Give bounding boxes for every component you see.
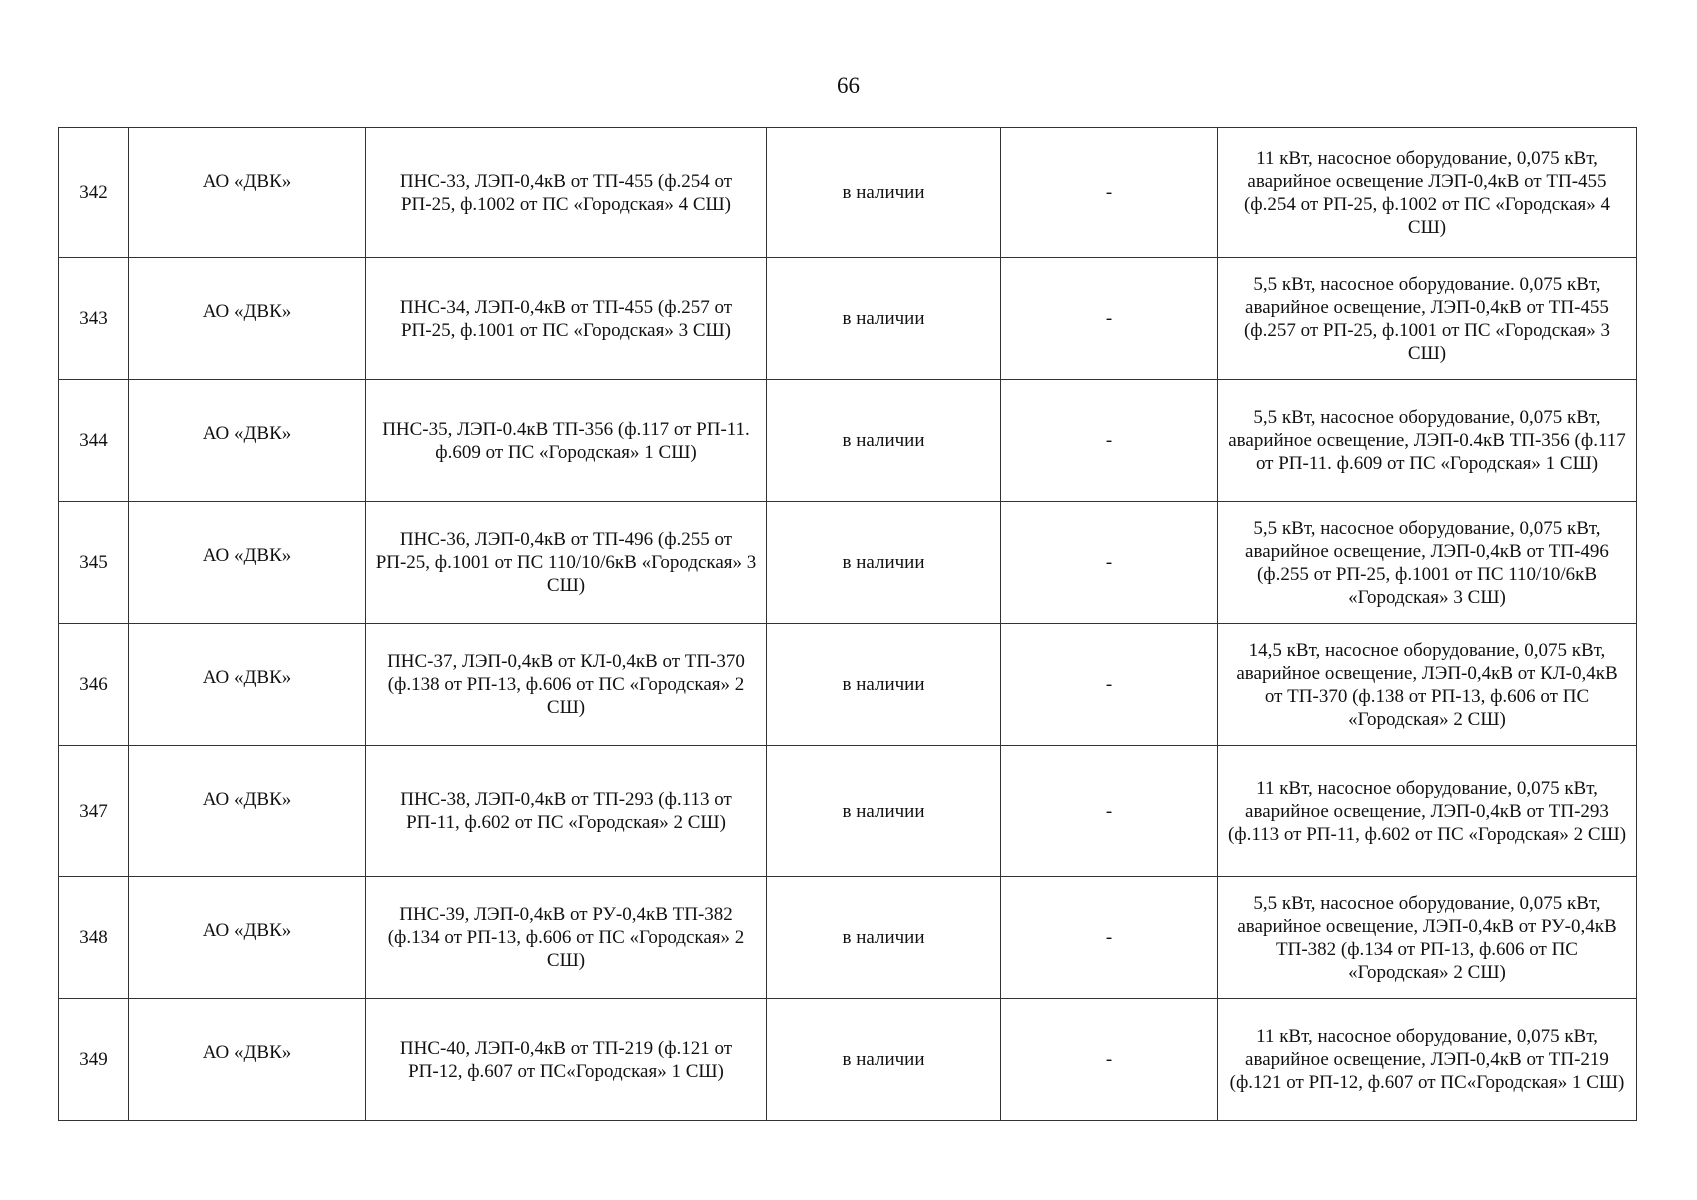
object-cell: ПНС-37, ЛЭП-0,4кВ от КЛ-0,4кВ от ТП-370 (ф.138 от РП-13, ф.606 от ПС «Городская» 2 СШ) — [366, 624, 767, 746]
table-row — [59, 380, 1637, 502]
dash-cell: - — [1001, 128, 1218, 258]
dash-cell: - — [1001, 502, 1218, 624]
organization-cell: АО «ДВК» — [129, 502, 366, 624]
availability-cell: в наличии — [767, 502, 1001, 624]
page-number: 66 — [837, 73, 860, 98]
availability-cell: в наличии — [767, 380, 1001, 502]
organization-cell: АО «ДВК» — [129, 380, 366, 502]
object-cell: ПНС-34, ЛЭП-0,4кВ от ТП-455 (ф.257 от РП-25, ф.1001 от ПС «Городская» 3 СШ) — [366, 258, 767, 380]
organization-cell: АО «ДВК» — [129, 128, 366, 258]
availability-cell: в наличии — [767, 624, 1001, 746]
description-cell: 5,5 кВт, насосное оборудование, 0,075 кВт, аварийное освещение, ЛЭП-0.4кВ ТП-356 (ф.117 от РП-11. ф.609 от ПС «Городская» 1 СШ) — [1218, 380, 1637, 502]
object-cell: ПНС-33, ЛЭП-0,4кВ от ТП-455 (ф.254 от РП-25, ф.1002 от ПС «Городская» 4 СШ) — [366, 128, 767, 258]
row-number: 342 — [59, 128, 129, 258]
object-cell: ПНС-38, ЛЭП-0,4кВ от ТП-293 (ф.113 от РП-11, ф.602 от ПС «Городская» 2 СШ) — [366, 746, 767, 877]
row-number: 345 — [59, 502, 129, 624]
table-row — [59, 128, 1637, 258]
description-cell: 5,5 кВт, насосное оборудование. 0,075 кВт, аварийное освещение, ЛЭП-0,4кВ от ТП-455 (ф.257 от РП-25, ф.1001 от ПС «Городская» 3 СШ) — [1218, 258, 1637, 380]
availability-cell: в наличии — [767, 128, 1001, 258]
row-number: 347 — [59, 746, 129, 877]
table-row — [59, 746, 1637, 877]
availability-cell: в наличии — [767, 258, 1001, 380]
table-row — [59, 258, 1637, 380]
description-cell: 5,5 кВт, насосное оборудование, 0,075 кВт, аварийное освещение, ЛЭП-0,4кВ от РУ-0,4кВ ТП-382 (ф.134 от РП-13, ф.606 от ПС «Городская» 2 СШ) — [1218, 877, 1637, 999]
row-number: 344 — [59, 380, 129, 502]
organization-cell: АО «ДВК» — [129, 624, 366, 746]
object-cell: ПНС-40, ЛЭП-0,4кВ от ТП-219 (ф.121 от РП-12, ф.607 от ПС«Городская» 1 СШ) — [366, 999, 767, 1121]
row-number: 349 — [59, 999, 129, 1121]
dash-cell: - — [1001, 258, 1218, 380]
organization-cell: АО «ДВК» — [129, 999, 366, 1121]
object-cell: ПНС-39, ЛЭП-0,4кВ от РУ-0,4кВ ТП-382 (ф.134 от РП-13, ф.606 от ПС «Городская» 2 СШ) — [366, 877, 767, 999]
table-row — [59, 624, 1637, 746]
description-cell: 11 кВт, насосное оборудование, 0,075 кВт, аварийное освещение ЛЭП-0,4кВ от ТП-455 (ф.254 от РП-25, ф.1002 от ПС «Городская» 4 СШ) — [1218, 128, 1637, 258]
description-cell: 11 кВт, насосное оборудование, 0,075 кВт, аварийное освещение, ЛЭП-0,4кВ от ТП-293 (ф.113 от РП-11, ф.602 от ПС «Городская» 2 СШ) — [1218, 746, 1637, 877]
row-number: 348 — [59, 877, 129, 999]
dash-cell: - — [1001, 746, 1218, 877]
dash-cell: - — [1001, 877, 1218, 999]
dash-cell: - — [1001, 624, 1218, 746]
row-number: 346 — [59, 624, 129, 746]
description-cell: 11 кВт, насосное оборудование, 0,075 кВт, аварийное освещение, ЛЭП-0,4кВ от ТП-219 (ф.121 от РП-12, ф.607 от ПС«Городская» 1 СШ) — [1218, 999, 1637, 1121]
table-row — [59, 999, 1637, 1121]
description-cell: 5,5 кВт, насосное оборудование, 0,075 кВт, аварийное освещение, ЛЭП-0,4кВ от ТП-496 (ф.255 от РП-25, ф.1001 от ПС 110/10/6кВ «Городская» 3 СШ) — [1218, 502, 1637, 624]
row-number: 343 — [59, 258, 129, 380]
object-cell: ПНС-36, ЛЭП-0,4кВ от ТП-496 (ф.255 от РП-25, ф.1001 от ПС 110/10/6кВ «Городская» 3 СШ) — [366, 502, 767, 624]
object-cell: ПНС-35, ЛЭП-0.4кВ ТП-356 (ф.117 от РП-11. ф.609 от ПС «Городская» 1 СШ) — [366, 380, 767, 502]
organization-cell: АО «ДВК» — [129, 877, 366, 999]
table-row — [59, 877, 1637, 999]
organization-cell: АО «ДВК» — [129, 258, 366, 380]
description-cell: 14,5 кВт, насосное оборудование, 0,075 кВт, аварийное освещение, ЛЭП-0,4кВ от КЛ-0,4кВ от ТП-370 (ф.138 от РП-13, ф.606 от ПС «Городская» 2 СШ) — [1218, 624, 1637, 746]
dash-cell: - — [1001, 999, 1218, 1121]
availability-cell: в наличии — [767, 999, 1001, 1121]
availability-cell: в наличии — [767, 877, 1001, 999]
dash-cell: - — [1001, 380, 1218, 502]
table-row — [59, 502, 1637, 624]
organization-cell: АО «ДВК» — [129, 746, 366, 877]
availability-cell: в наличии — [767, 746, 1001, 877]
facilities-table — [58, 127, 1637, 1121]
